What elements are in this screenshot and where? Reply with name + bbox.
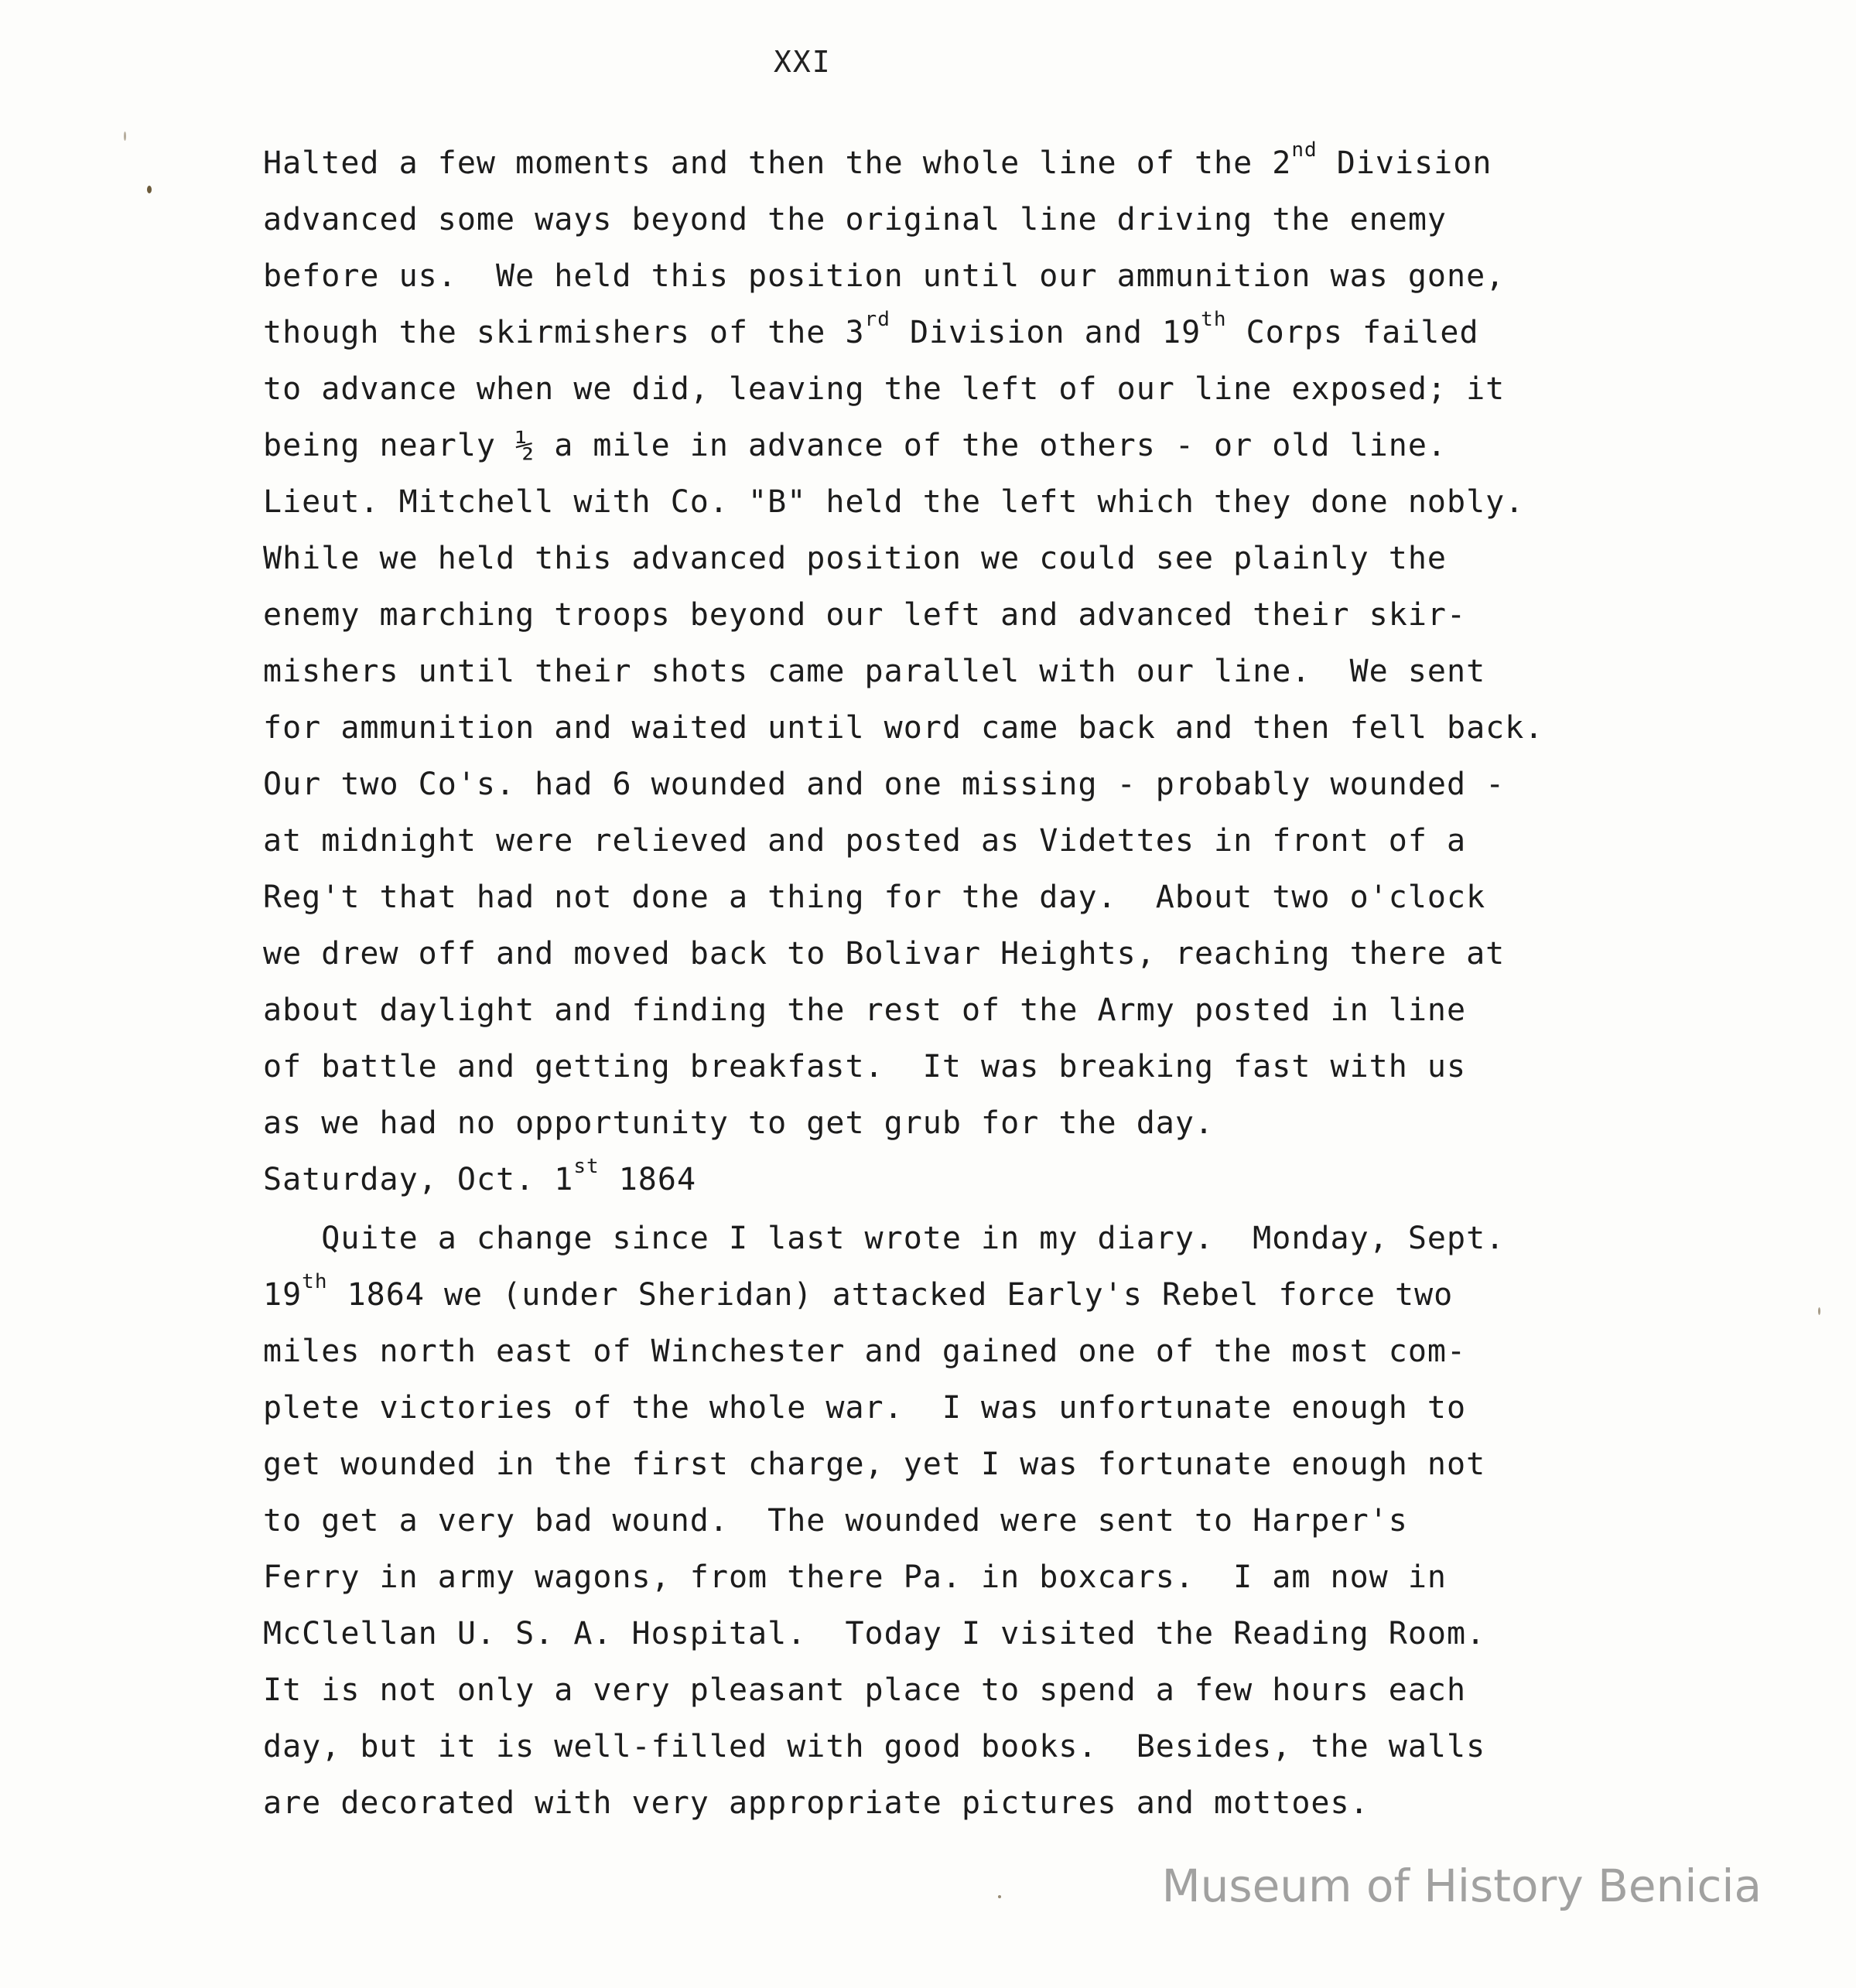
text-line: Our two Co's. had 6 wounded and one missing - probably wounded - [263, 767, 1506, 802]
text-line: to get a very bad wound. The wounded were sent to Harper's [263, 1503, 1408, 1539]
text-line: day, but it is well-filled with good books. Besides, the walls [263, 1729, 1486, 1764]
text-line: enemy marching troops beyond our left and advanced their skir- [263, 597, 1467, 633]
diary-date-heading: Saturday, Oct. 1st 1864 [263, 1155, 697, 1197]
text-line: we drew off and moved back to Bolivar Heights, reaching there at [263, 936, 1506, 972]
text-line: get wounded in the first charge, yet I was fortunate enough not [263, 1447, 1486, 1482]
paper-speck [998, 1895, 1001, 1898]
text-line: at midnight were relieved and posted as Videttes in front of a [263, 823, 1467, 859]
text-line: Reg't that had not done a thing for the day. About two o'clock [263, 880, 1486, 915]
text-line: though the skirmishers of the 3rd Division and 19th Corps failed [263, 308, 1479, 350]
museum-watermark: Museum of History Benicia [1161, 1860, 1762, 1912]
text-line: While we held this advanced position we could see plainly the [263, 541, 1448, 576]
text-line: being nearly ½ a mile in advance of the others - or old line. [263, 428, 1448, 463]
paper-speck [147, 186, 152, 193]
text-line: advanced some ways beyond the original line driving the enemy [263, 202, 1448, 237]
text-line: Ferry in army wagons, from there Pa. in boxcars. I am now in [263, 1559, 1448, 1595]
text-line: plete victories of the whole war. I was unfortunate enough to [263, 1390, 1467, 1426]
text-line: Lieut. Mitchell with Co. "B" held the left which they done nobly. [263, 484, 1525, 520]
text-line: 19th 1864 we (under Sheridan) attacked Early's Rebel force two [263, 1270, 1454, 1313]
paper-speck [124, 132, 126, 141]
text-line: to advance when we did, leaving the left of our line exposed; it [263, 371, 1506, 407]
page-number: XXI [774, 45, 832, 79]
text-line: It is not only a very pleasant place to spend a few hours each [263, 1672, 1467, 1708]
text-line: miles north east of Winchester and gained one of the most com- [263, 1334, 1467, 1369]
paper-speck [1818, 1307, 1820, 1315]
text-line: are decorated with very appropriate pictures and mottoes. [263, 1785, 1369, 1821]
text-line: for ammunition and waited until word came back and then fell back. [263, 710, 1544, 746]
text-line: as we had no opportunity to get grub for the day. [263, 1105, 1215, 1141]
text-line: Quite a change since I last wrote in my diary. Monday, Sept. [263, 1221, 1506, 1256]
text-line: McClellan U. S. A. Hospital. Today I visited the Reading Room. [263, 1616, 1486, 1652]
text-line: about daylight and finding the rest of the Army posted in line [263, 992, 1467, 1028]
text-line: mishers until their shots came parallel with our line. We sent [263, 654, 1486, 689]
text-line: of battle and getting breakfast. It was breaking fast with us [263, 1049, 1467, 1085]
text-line: Halted a few moments and then the whole line of the 2nd Division [263, 138, 1492, 181]
text-line: before us. We held this position until our ammunition was gone, [263, 258, 1506, 294]
